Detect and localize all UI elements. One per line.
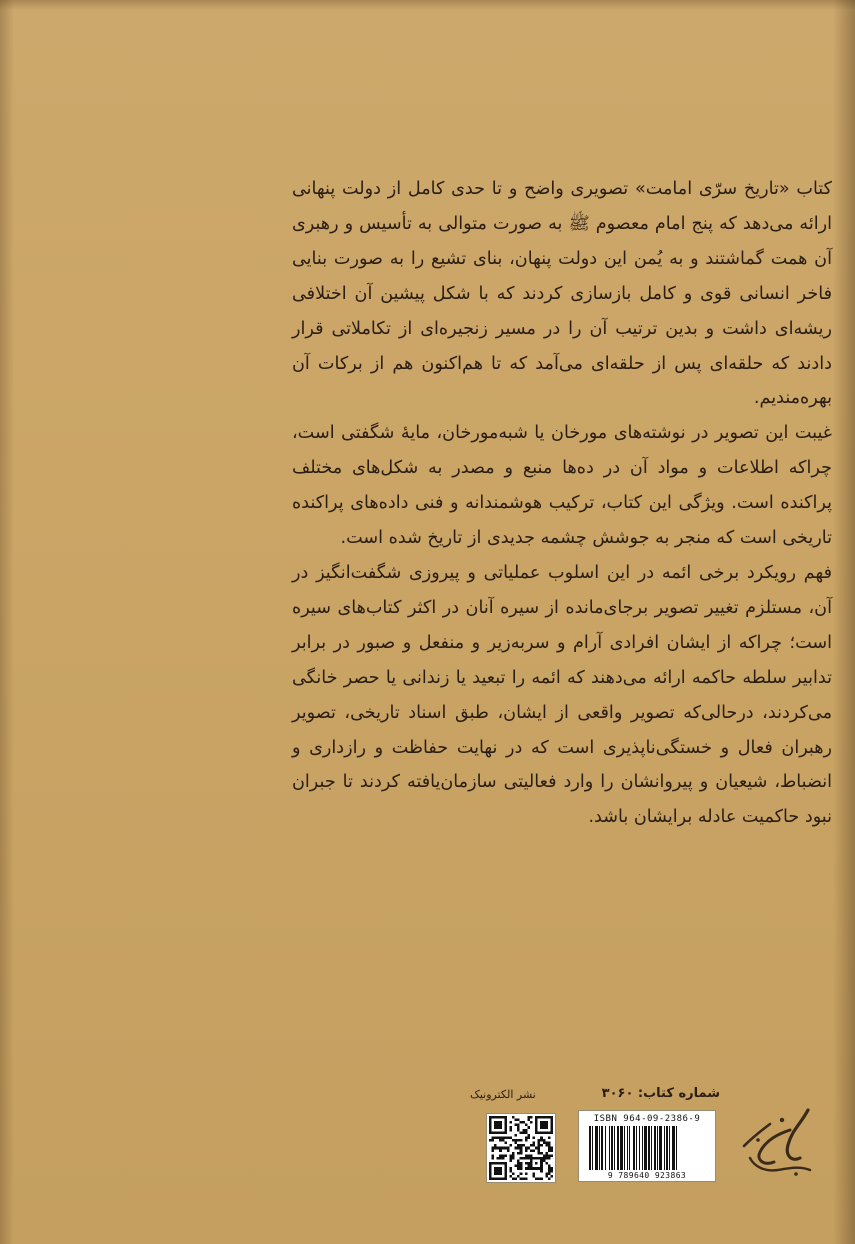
blurb-paragraph-1: کتاب «تاریخ سرّی امامت» تصویری واضح و تا حدی کامل از دولت پنهانی ارائه می‌دهد که پنج امام معصوم ﷺ به صورت متوالی به تأسیس و رهبری آن همت گماشتند و به یُمن این دولت پنهان، بنای تشیع را به صورت بنایی فاخر انسانی قوی و کامل بازسازی کردند که با شکل پیشین آن اختلافی ریشه‌ای داشت و بدین ترتیب آن را در مسیر زنجیره‌ای از تکاملاتی قرار دادند که حلقه‌ای پس از حلقه‌ای می‌آمد که تا هم‌اکنون هم از برکات آن بهره‌مندیم. <box>292 179 832 409</box>
book-number: شماره کتاب: ۳۰۶۰ <box>601 1086 720 1101</box>
cover-left-shadow <box>0 0 14 1244</box>
barcode-icon <box>587 1126 707 1170</box>
electronic-publishing-label: نشر الکترونیک <box>470 1088 536 1101</box>
barcode-digits: 9 789640 923863 <box>607 1171 687 1180</box>
blurb-paragraph-3: فهم رویکرد برخی ائمه در این اسلوب عملیاتی و پیروزی شگفت‌انگیز در آن، مستلزم تغییر تصویر برجای‌مانده از سیره آنان در اکثر کتاب‌های سیره است؛ چراکه از ایشان افرادی آرام و سربه‌زیر و منفعل و صبور در برابر تدابیر سلطه حاکمه ارائه می‌دهند که ائمه را تبعید یا زندانی یا حصر خانگی می‌کردند، درحالی‌که تصویر واقعی از ایشان، طبق اسناد تاریخی، تصویر رهبران فعال و خستگی‌ناپذیری است که در نهایت حفاظت و رازداری و انضباط، شیعیان و پیروانشان را وارد فعالیتی سازمان‌یافته کردند تا جبران نبود حاکمیت عادله برایشان باشد. <box>292 562 832 828</box>
blurb-paragraph-2: غیبت این تصویر در نوشته‌های مورخان یا شبه‌مورخان، مایهٔ شگفتی است، چراکه اطلاعات و مواد آن در ده‌ها منبع و مصدر به شکل‌های مختلف پراکنده است. ویژگی این کتاب، ترکیب هوشمندانه و فنی داده‌های پراکنده تاریخی است که منجر به جوشش چشمه جدیدی از تاریخ شده است. <box>292 423 832 549</box>
isbn-barcode-label <box>578 1110 716 1182</box>
cover-right-shadow <box>833 0 855 1244</box>
publisher-logo-icon <box>730 1100 820 1180</box>
cover-top-shadow <box>0 0 855 10</box>
isbn-number: ISBN 964-09-2386-9 <box>593 1114 701 1124</box>
qr-code-icon <box>486 1113 556 1183</box>
blurb-text <box>292 172 832 835</box>
footer-meta <box>470 1084 720 1108</box>
